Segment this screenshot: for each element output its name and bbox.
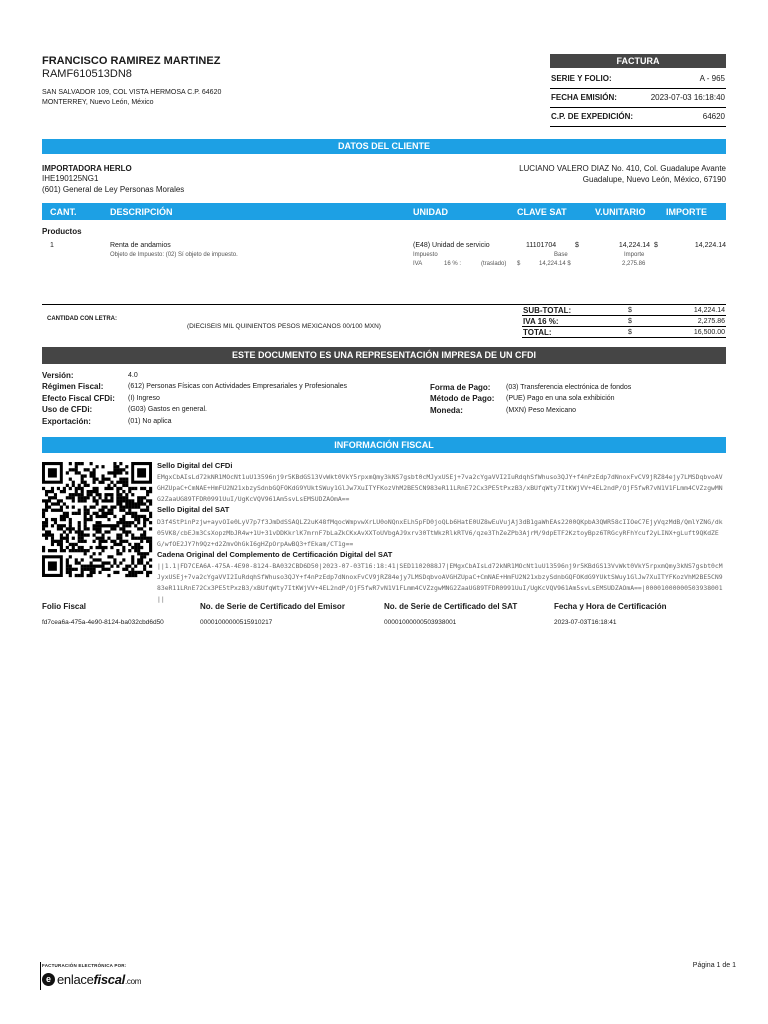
page-number: Página 1 de 1: [692, 962, 736, 969]
sat-cert-label: No. de Serie de Certificado del SAT: [384, 602, 518, 611]
cfdi-left-details: [42, 371, 422, 428]
cfdi-export-row: [42, 417, 422, 428]
client-rfc: IHE190125NG1: [42, 174, 99, 183]
currency-value: (MXN) Peso Mexicano: [506, 406, 577, 414]
subtotal-currency: $: [628, 307, 632, 314]
tax-rate: 16 % :: [444, 261, 462, 267]
issuer-cert-value: 00001000000515910217: [200, 619, 273, 626]
issuer-cert-label: No. de Serie de Certificado del Emisor: [200, 602, 345, 611]
invoice-date-value: 2023-07-03 16:18:40: [650, 93, 725, 102]
total-row-total: [522, 327, 726, 338]
logo-word-fiscal: fiscal: [93, 972, 125, 987]
totals-box: [522, 306, 726, 338]
invoice-cp-value: 64620: [702, 112, 725, 121]
items-group-label: Productos: [42, 227, 82, 236]
folio-fiscal-label: Folio Fiscal: [42, 602, 87, 611]
payment-method-value: (PUE) Pago en una sola exhibición: [506, 395, 615, 403]
items-table-header: [42, 203, 726, 220]
client-section-title: DATOS DEL CLIENTE: [42, 139, 726, 154]
item-currency-2: $: [654, 242, 658, 249]
client-regime: (601) General de Ley Personas Morales: [42, 185, 185, 194]
item-tax-object: Objeto de Impuesto: (02) Sí objeto de impuesto.: [110, 252, 238, 258]
logo-word-com: .com: [124, 977, 142, 986]
tax-head-importe: Importe: [624, 252, 645, 258]
cfdi-effect-label: Efecto Fiscal CFDi:: [42, 393, 115, 403]
cfdi-regime-row: [42, 382, 422, 393]
tax-currency: $: [517, 261, 521, 267]
cfdi-regime-value: (612) Personas Físicas con Actividades Empresariales y Profesionales: [128, 383, 348, 391]
cfdi-use-row: [42, 405, 422, 416]
item-key: 11101704: [526, 242, 557, 249]
tax-head-impuesto: Impuesto: [413, 252, 438, 258]
tax-type: (traslado): [481, 261, 507, 267]
fiscal-banner: INFORMACIÓN FISCAL: [42, 437, 726, 453]
issuer-rfc: RAMF610513DN8: [42, 68, 132, 80]
cfdi-use-value: (G03) Gastos en general.: [128, 406, 207, 414]
sello-cfdi-label: Sello Digital del CFDi: [157, 461, 233, 470]
cfdi-version-label: Versión:: [42, 371, 74, 380]
issuer-address-line2: MONTERREY, Nuevo León, México: [42, 99, 154, 106]
issuer-name: FRANCISCO RAMIREZ MARTINEZ: [42, 55, 221, 67]
cfdi-version-row: [42, 371, 422, 382]
payment-form-row: [430, 383, 726, 394]
currency-label: Moneda:: [430, 405, 463, 415]
invoice-cp-label: C.P. DE EXPEDICIÓN:: [551, 112, 634, 121]
iva-label: IVA 16 %:: [523, 317, 559, 326]
cfdi-export-label: Exportación:: [42, 416, 91, 426]
tax-amount: 2,275.86: [622, 261, 646, 267]
invoice-row-cp: [550, 108, 726, 127]
total-value: 16,500.00: [693, 329, 725, 336]
total-currency: $: [628, 329, 632, 336]
folio-fiscal-value: fd7cea6a-475a-4e90-8124-ba032cbd6d50: [42, 619, 164, 626]
cadena-label: Cadena Original del Complemento de Certificación Digital del SAT: [157, 550, 393, 559]
invoice-folio-value: A - 965: [699, 74, 725, 83]
iva-value: 2,275.86: [697, 318, 725, 325]
payment-form-value: (03) Transferencia electrónica de fondos: [506, 384, 632, 391]
tax-base: 14,224.14 $: [539, 261, 571, 267]
qr-code-icon: [42, 462, 152, 577]
col-amount-header: IMPORTE: [666, 207, 708, 217]
item-unit: (E48) Unidad de servicio: [413, 242, 490, 249]
invoice-date-label: FECHA EMISIÓN:: [551, 93, 617, 102]
cfdi-export-value: (01) No aplica: [128, 417, 172, 425]
sello-cfdi-value: EMgxCbAIsLd72kNR1MOcNt1uU13596nj9r5KBdGS13VvWkt0VkY5rpxmQmy3kNS7gsbt0cMJyxUSEj+7va2cYgaVVI2IuRdqhSfWhuso3QJY+f4nPzEdp7dNnoxFvCV9jRZ84ejy7LMSDqbvoAVGHZUpaC+CmNAE+HmFU2N21xbzySdnbGQFOKdG9YUktSWuy1GlJw7XuITYFKozVhM2BE5CN983eR11LRnE72Cx3PE5tPxzB3/xBUfqWty7ItKWjVV+4EL2ndP/OjF5fwR7vN1V1FLmm4CVZzgwMNG2ZaaUG89TFDR0991UuI/UgKcVQV961Am5svLsEMSUDZAOmA==: [157, 473, 723, 503]
footer-divider: [40, 962, 41, 990]
logo-word-enlace: enlace: [57, 972, 94, 987]
item-qty: 1: [50, 242, 54, 249]
cfdi-version-value: 4.0: [128, 372, 138, 379]
payment-method-label: Método de Pago:: [430, 394, 495, 404]
cfdi-banner: ESTE DOCUMENTO ES UNA REPRESENTACIÓN IMPRESA DE UN CFDI: [42, 347, 726, 364]
col-unit-price-header: V.UNITARIO: [595, 207, 646, 217]
total-label: TOTAL:: [523, 328, 552, 337]
item-currency-1: $: [575, 242, 579, 249]
item-amount: 14,224.14: [694, 242, 726, 249]
tax-name: IVA: [413, 261, 423, 267]
invoice-info-box: [550, 70, 726, 127]
cfdi-effect-value: (I) Ingreso: [128, 394, 160, 402]
issuer-address-line1: SAN SALVADOR 109, COL VISTA HERMOSA C.P. 64620: [42, 89, 222, 96]
subtotal-value: 14,224.14: [693, 307, 725, 314]
provider-label: FACTURACIÓN ELECTRÓNICA POR:: [42, 963, 127, 968]
currency-row: [430, 406, 726, 417]
payment-form-label: Forma de Pago:: [430, 383, 491, 392]
amount-words-label: CANTIDAD CON LETRA:: [47, 316, 117, 322]
logo-wordmark: [57, 972, 141, 987]
client-name: IMPORTADORA HERLO: [42, 164, 132, 173]
cfdi-effect-row: [42, 394, 422, 405]
cert-date-label: Fecha y Hora de Certificación: [554, 602, 667, 611]
totals-divider: [42, 304, 726, 305]
col-unit-header: UNIDAD: [413, 207, 448, 217]
cfdi-regime-label: Régimen Fiscal:: [42, 382, 104, 392]
col-desc-header: DESCRIPCIÓN: [110, 207, 173, 217]
total-row-subtotal: [522, 306, 726, 316]
total-row-iva: [522, 316, 726, 327]
col-key-header: CLAVE SAT: [517, 207, 567, 217]
subtotal-label: SUB-TOTAL:: [523, 306, 572, 315]
amount-words: (DIECISEIS MIL QUINIENTOS PESOS MEXICANOS 00/100 MXN): [187, 323, 381, 330]
cfdi-right-details: [430, 383, 726, 417]
payment-method-row: [430, 394, 726, 405]
sello-sat-value: D3f4StPinPzjw+ayvOIe0LyV7p7f3JmDdSSAQLZ2uK48fMqocWmpvwXrLU0oNQnxELh5pFD0joQLb6HatE0UZ8wEuVujAj3dB1gaWhEAs2200QKpbA3QWR58cIIOeC7EjyVqzMdB/QmlYZNG/dk05VK8/cbEJm3CsXopzMbJR4w+1U+31vDDKkrlK7mrnF7bLaZkCKxAvXXToUVbgAJ9xrv30TtWkzRlkRTV6/qze3ThZeZPb3AjrM/9dpETF2KztoyBpz6TRGcyRFhYcuf2yLINX+gLuft9QKdZEG/wfOE2JY7h9Qz+d2ZmvOhGkI6gHZpOrpAwBQ3+fEkam/CT1g==: [157, 518, 723, 548]
col-qty-header: CANT.: [50, 207, 77, 217]
logo-mark-icon: e: [42, 973, 55, 986]
invoice-title: FACTURA: [550, 54, 726, 68]
client-address-line1: LUCIANO VALERO DIAZ No. 410, Col. Guadalupe Avante: [519, 164, 726, 173]
client-address-line2: Guadalupe, Nuevo León, México, 67190: [582, 175, 726, 184]
table-row: [42, 240, 726, 274]
item-desc: Renta de andamios: [110, 242, 171, 249]
invoice-row-date: [550, 89, 726, 108]
cfdi-use-label: Uso de CFDi:: [42, 405, 93, 415]
cadena-value: ||1.1|FD7CEA6A-475A-4E90-8124-BA032CBD6D50|2023-07-03T16:18:41|SED1102088J7|EMgxCbAIsLd72kNR1MOcNt1uU13596nj9r5KBdGS13VvWkt0VkY5rpxmQmy3kNS7gsbt0cMJyxUSEj+7va2cYgaVVI2IuRdqhSfWhuso3QJY+f4nPzEdp7dNnoxFvCV9jRZ84ejy7LMSDqbvoAVGHZUpaC+CmNAE+HmFU2N21xbzySdnbGQFOKdG9YUktSWuy1GlJw7XuITYFKozVhM2BE5CN983eR11LRnE72Cx3PE5tPxzB3/xBUfqWty7ItKWjVV+4EL2ndP/OjF5fwR7vN1V1FLmm4CVZzgwMNG2ZaaUG89TFDR0991UuI/UgKcVQV961Am5svLsEMSUDZAOmA==|00001000000503938001||: [157, 562, 723, 603]
sello-sat-label: Sello Digital del SAT: [157, 505, 230, 514]
item-unit-price: 14,224.14: [618, 242, 650, 249]
sat-cert-value: 00001000000503938001: [384, 619, 457, 626]
invoice-folio-label: SERIE Y FOLIO:: [551, 74, 612, 83]
iva-currency: $: [628, 318, 632, 325]
cert-date-value: 2023-07-03T16:18:41: [554, 619, 617, 626]
tax-head-base: Base: [554, 252, 568, 258]
invoice-row-folio: [550, 70, 726, 89]
